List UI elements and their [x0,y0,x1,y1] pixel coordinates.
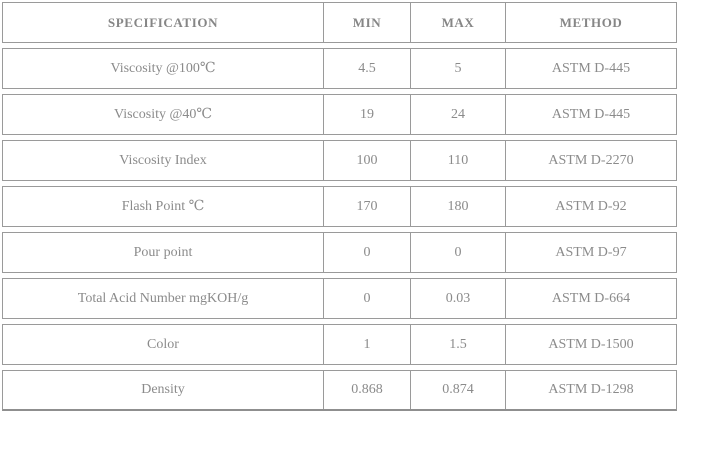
header-specification: SPECIFICATION [107,14,219,30]
method-cell: ASTM D-445 [505,49,676,88]
header-method: METHOD [505,3,676,42]
spec-cell: Total Acid Number mgKOH/g [77,290,249,306]
method-cell: ASTM D-92 [505,187,676,226]
table-row [2,232,677,273]
method-cell: ASTM D-1500 [505,325,676,364]
table-row [2,370,677,411]
table-row [2,94,677,135]
spec-cell: Flash Point ℃ [121,199,205,214]
min-cell: 4.5 [323,49,410,88]
min-cell: 170 [323,187,410,226]
max-cell: 0.03 [410,279,505,318]
max-cell: 180 [410,187,505,226]
header-max: MAX [410,3,505,42]
method-cell: ASTM D-1298 [505,371,676,409]
min-cell: 19 [323,95,410,134]
max-cell: 0 [410,233,505,272]
table-header-row [2,2,677,43]
max-cell: 5 [410,49,505,88]
table-row [2,48,677,89]
spec-cell: Viscosity Index [119,152,207,168]
max-cell: 0.874 [410,371,505,409]
table-row [2,140,677,181]
max-cell: 1.5 [410,325,505,364]
spec-cell: Viscosity @100℃ [110,61,216,76]
max-cell: 110 [410,141,505,180]
min-cell: 0.868 [323,371,410,409]
min-cell: 100 [323,141,410,180]
table-row [2,324,677,365]
method-cell: ASTM D-97 [505,233,676,272]
min-cell: 0 [323,233,410,272]
header-min: MIN [323,3,410,42]
method-cell: ASTM D-2270 [505,141,676,180]
table-body [2,48,677,411]
spec-cell: Density [141,382,185,397]
min-cell: 1 [323,325,410,364]
method-cell: ASTM D-445 [505,95,676,134]
table-row [2,278,677,319]
spec-cell: Color [147,336,179,352]
min-cell: 0 [323,279,410,318]
table-row [2,186,677,227]
spec-cell: Viscosity @40℃ [113,107,213,122]
specification-table [2,2,677,416]
method-cell: ASTM D-664 [505,279,676,318]
max-cell: 24 [410,95,505,134]
spec-cell: Pour point [133,244,193,260]
